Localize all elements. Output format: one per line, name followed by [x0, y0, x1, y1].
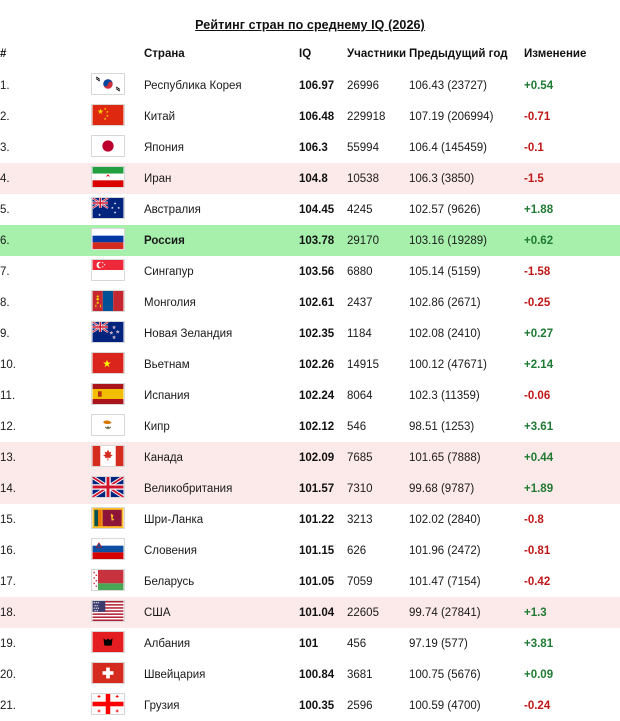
row-rank: 13. — [0, 451, 16, 464]
row-change: +1.89 — [524, 482, 554, 495]
row-flag-cell — [72, 132, 144, 163]
row-change: +2.14 — [524, 358, 554, 371]
row-country-name: Албания — [144, 637, 191, 650]
row-change: +0.62 — [524, 234, 554, 247]
row-iq-value: 102.12 — [299, 420, 335, 433]
table-row[interactable] — [0, 473, 620, 504]
row-previous-year: 102.02 (2840) — [409, 513, 481, 526]
row-flag-cell — [72, 473, 144, 504]
svg-text:★★: ★★ — [94, 604, 99, 608]
row-rank: 9. — [0, 327, 10, 340]
page-title: Рейтинг стран по среднему IQ (2026) — [195, 18, 425, 32]
row-change: +1.88 — [524, 203, 554, 216]
row-country-name: США — [144, 606, 171, 619]
row-flag-cell — [72, 690, 144, 721]
row-change: -0.06 — [524, 389, 551, 402]
svg-text:★: ★ — [105, 110, 109, 115]
row-flag-cell — [72, 318, 144, 349]
table-row[interactable] — [0, 194, 620, 225]
row-previous-year: 103.16 (19289) — [409, 234, 488, 247]
row-country-name: Словения — [144, 544, 197, 557]
row-flag-cell — [72, 597, 144, 628]
row-country-name: Новая Зеландия — [144, 327, 233, 340]
row-participants: 7310 — [347, 482, 373, 495]
row-change: -0.81 — [524, 544, 551, 557]
svg-text:★: ★ — [98, 213, 102, 218]
iq-ranking-table — [0, 44, 620, 721]
row-change: -0.25 — [524, 296, 551, 309]
row-rank: 6. — [0, 234, 10, 247]
svg-text:★★★: ★★★ — [93, 601, 100, 605]
row-change: +0.09 — [524, 668, 554, 681]
row-country-name: Иран — [144, 172, 172, 185]
row-participants: 22605 — [347, 606, 379, 619]
table-row[interactable] — [0, 504, 620, 535]
flag-icon-australia — [91, 197, 125, 219]
row-previous-year: 102.08 (2410) — [409, 327, 481, 340]
row-flag-cell — [72, 628, 144, 659]
row-previous-year: 101.96 (2472) — [409, 544, 481, 557]
flag-icon-canada — [91, 445, 125, 467]
row-participants: 14915 — [347, 358, 379, 371]
flag-icon-cyprus — [91, 414, 125, 436]
flag-icon-slovenia — [91, 538, 125, 560]
row-previous-year: 97.19 (577) — [409, 637, 468, 650]
row-previous-year: 106.4 (145459) — [409, 141, 488, 154]
row-rank: 21. — [0, 699, 16, 712]
row-iq-value: 101.05 — [299, 575, 335, 588]
row-iq-value: 101.57 — [299, 482, 335, 495]
row-iq-value: 102.09 — [299, 451, 335, 464]
row-iq-value: 101.22 — [299, 513, 335, 526]
row-iq-value: 103.56 — [299, 265, 335, 278]
row-previous-year: 100.75 (5676) — [409, 668, 481, 681]
row-iq-value: 106.97 — [299, 79, 335, 92]
table-row[interactable] — [0, 690, 620, 721]
column-header-iq: IQ — [299, 48, 312, 60]
row-participants: 456 — [347, 637, 367, 650]
svg-text:★: ★ — [112, 335, 116, 340]
row-previous-year: 100.12 (47671) — [409, 358, 488, 371]
flag-icon-iran — [91, 166, 125, 188]
svg-text:★★: ★★ — [94, 609, 99, 613]
row-participants: 626 — [347, 544, 367, 557]
row-flag-cell — [72, 70, 144, 101]
row-participants: 2596 — [347, 699, 373, 712]
row-iq-value: 102.35 — [299, 327, 335, 340]
row-rank: 1. — [0, 79, 10, 92]
table-row[interactable] — [0, 659, 620, 690]
row-rank: 15. — [0, 513, 16, 526]
row-rank: 14. — [0, 482, 16, 495]
table-body — [0, 70, 620, 721]
row-participants: 7685 — [347, 451, 373, 464]
row-country-name: Россия — [144, 234, 185, 247]
flag-icon-sri-lanka — [91, 507, 125, 529]
flag-icon-united-kingdom — [91, 476, 125, 498]
table-row[interactable] — [0, 535, 620, 566]
row-change: +3.61 — [524, 420, 554, 433]
row-change: -0.71 — [524, 110, 551, 123]
svg-text:★: ★ — [101, 261, 104, 265]
table-row[interactable] — [0, 101, 620, 132]
row-iq-value: 102.26 — [299, 358, 335, 371]
table-row[interactable] — [0, 349, 620, 380]
row-previous-year: 98.51 (1253) — [409, 420, 475, 433]
row-country-name: Австралия — [144, 203, 201, 216]
table-row[interactable] — [0, 380, 620, 411]
row-flag-cell — [72, 349, 144, 380]
row-country-name: Испания — [144, 389, 190, 402]
row-rank: 2. — [0, 110, 10, 123]
row-participants: 4245 — [347, 203, 373, 216]
row-iq-value: 100.84 — [299, 668, 335, 681]
row-iq-value: 104.45 — [299, 203, 335, 216]
row-country-name: Шри-Ланка — [144, 513, 204, 526]
row-rank: 5. — [0, 203, 10, 216]
row-rank: 12. — [0, 420, 16, 433]
svg-text:★: ★ — [112, 325, 116, 330]
row-previous-year: 101.65 (7888) — [409, 451, 481, 464]
svg-text:★: ★ — [113, 210, 117, 215]
svg-text:★: ★ — [116, 329, 120, 334]
row-flag-cell — [72, 411, 144, 442]
svg-text:★: ★ — [113, 201, 117, 206]
svg-text:★: ★ — [103, 117, 107, 121]
row-rank: 11. — [0, 389, 16, 402]
row-change: +0.27 — [524, 327, 554, 340]
row-participants: 10538 — [347, 172, 379, 185]
row-rank: 16. — [0, 544, 16, 557]
row-flag-cell — [72, 442, 144, 473]
flag-icon-switzerland — [91, 662, 125, 684]
table-row[interactable] — [0, 132, 620, 163]
table-row[interactable] — [0, 566, 620, 597]
row-rank: 3. — [0, 141, 10, 154]
row-participants: 2437 — [347, 296, 373, 309]
svg-text:★: ★ — [103, 107, 107, 111]
row-previous-year: 100.59 (4700) — [409, 699, 481, 712]
svg-text:★: ★ — [103, 263, 106, 267]
row-country-name: Сингапур — [144, 265, 194, 278]
flag-icon-new-zealand — [91, 321, 125, 343]
flag-icon-spain — [91, 383, 125, 405]
row-iq-value: 102.61 — [299, 296, 335, 309]
row-flag-cell — [72, 194, 144, 225]
row-participants: 55994 — [347, 141, 379, 154]
flag-icon-russia — [91, 228, 125, 250]
svg-text:★★★: ★★★ — [93, 607, 100, 610]
flag-icon-albania — [91, 631, 125, 653]
row-flag-cell — [72, 163, 144, 194]
svg-text:★: ★ — [101, 265, 104, 269]
flag-icon-south-korea — [91, 73, 125, 95]
table-row[interactable] — [0, 287, 620, 318]
table-row[interactable] — [0, 628, 620, 659]
flag-icon-china — [91, 104, 125, 126]
row-iq-value: 101 — [299, 637, 319, 650]
row-previous-year: 106.43 (23727) — [409, 79, 488, 92]
table-row[interactable] — [0, 597, 620, 628]
row-previous-year: 101.47 (7154) — [409, 575, 481, 588]
column-header-change: Изменение — [524, 48, 587, 60]
row-rank: 20. — [0, 668, 16, 681]
row-iq-value: 102.24 — [299, 389, 335, 402]
row-participants: 7059 — [347, 575, 373, 588]
row-iq-value: 106.3 — [299, 141, 328, 154]
row-participants: 229918 — [347, 110, 386, 123]
column-header-previous-year: Предыдущий год — [409, 48, 508, 60]
row-change: -0.1 — [524, 141, 544, 154]
row-rank: 10. — [0, 358, 16, 371]
flag-icon-mongolia — [91, 290, 125, 312]
row-rank: 19. — [0, 637, 16, 650]
row-country-name: Монголия — [144, 296, 196, 309]
flag-icon-usa — [91, 600, 125, 622]
row-change: +1.3 — [524, 606, 547, 619]
row-iq-value: 101.15 — [299, 544, 335, 557]
row-change: +3.81 — [524, 637, 554, 650]
row-iq-value: 106.48 — [299, 110, 335, 123]
table-row[interactable] — [0, 318, 620, 349]
svg-text:★: ★ — [97, 107, 104, 117]
row-participants: 3213 — [347, 513, 373, 526]
row-country-name: Китай — [144, 110, 176, 123]
row-change: -0.8 — [524, 513, 544, 526]
row-participants: 26996 — [347, 79, 379, 92]
table-header — [0, 44, 620, 70]
row-previous-year: 99.74 (27841) — [409, 606, 481, 619]
row-participants: 8064 — [347, 389, 373, 402]
svg-text:★: ★ — [110, 205, 114, 210]
table-row[interactable] — [0, 225, 620, 256]
svg-text:★: ★ — [105, 113, 109, 118]
row-previous-year: 102.3 (11359) — [409, 389, 480, 402]
row-iq-value: 100.35 — [299, 699, 335, 712]
table-row[interactable] — [0, 163, 620, 194]
row-flag-cell — [72, 535, 144, 566]
svg-text:★: ★ — [117, 205, 121, 210]
row-country-name: Грузия — [144, 699, 180, 712]
row-flag-cell — [72, 256, 144, 287]
svg-text:★: ★ — [102, 359, 112, 371]
column-header-flag — [72, 44, 144, 70]
flag-icon-georgia — [91, 693, 125, 715]
row-country-name: Беларусь — [144, 575, 195, 588]
flag-icon-japan — [91, 135, 125, 157]
row-previous-year: 105.14 (5159) — [409, 265, 481, 278]
row-iq-value: 101.04 — [299, 606, 335, 619]
svg-text:★: ★ — [109, 330, 114, 335]
row-previous-year: 106.3 (3850) — [409, 172, 475, 185]
row-country-name: Япония — [144, 141, 184, 154]
row-change: -1.58 — [524, 265, 551, 278]
flag-icon-singapore — [91, 259, 125, 281]
row-previous-year: 99.68 (9787) — [409, 482, 475, 495]
table-row[interactable] — [0, 411, 620, 442]
row-iq-value: 103.78 — [299, 234, 335, 247]
row-participants: 546 — [347, 420, 367, 433]
table-row[interactable] — [0, 70, 620, 101]
row-participants: 3681 — [347, 668, 373, 681]
row-flag-cell — [72, 566, 144, 597]
row-country-name: Швейцария — [144, 668, 206, 681]
row-participants: 6880 — [347, 265, 373, 278]
row-change: +0.54 — [524, 79, 554, 92]
row-participants: 1184 — [347, 327, 372, 340]
row-change: -1.5 — [524, 172, 544, 185]
row-flag-cell — [72, 287, 144, 318]
row-flag-cell — [72, 504, 144, 535]
row-rank: 4. — [0, 172, 10, 185]
row-flag-cell — [72, 659, 144, 690]
row-rank: 8. — [0, 296, 10, 309]
row-flag-cell — [72, 101, 144, 132]
flag-icon-belarus — [91, 569, 125, 591]
row-change: -0.42 — [524, 575, 551, 588]
flag-icon-vietnam — [91, 352, 125, 374]
row-country-name: Великобритания — [144, 482, 233, 495]
row-previous-year: 107.19 (206994) — [409, 110, 494, 123]
row-change: -0.24 — [524, 699, 551, 712]
row-country-name: Республика Корея — [144, 79, 242, 92]
column-header-rank: # — [0, 48, 7, 60]
table-row[interactable] — [0, 256, 620, 287]
row-country-name: Кипр — [144, 420, 170, 433]
row-rank: 7. — [0, 265, 10, 278]
row-rank: 18. — [0, 606, 16, 619]
column-header-participants: Участники — [347, 48, 407, 60]
row-previous-year: 102.57 (9626) — [409, 203, 481, 216]
row-change: +0.44 — [524, 451, 554, 464]
row-rank: 17. — [0, 575, 16, 588]
row-country-name: Канада — [144, 451, 183, 464]
row-flag-cell — [72, 225, 144, 256]
table-row[interactable] — [0, 442, 620, 473]
row-country-name: Вьетнам — [144, 358, 190, 371]
row-flag-cell — [72, 380, 144, 411]
row-participants: 29170 — [347, 234, 379, 247]
row-previous-year: 102.86 (2671) — [409, 296, 481, 309]
row-iq-value: 104.8 — [299, 172, 328, 185]
column-header-country: Страна — [144, 48, 185, 60]
